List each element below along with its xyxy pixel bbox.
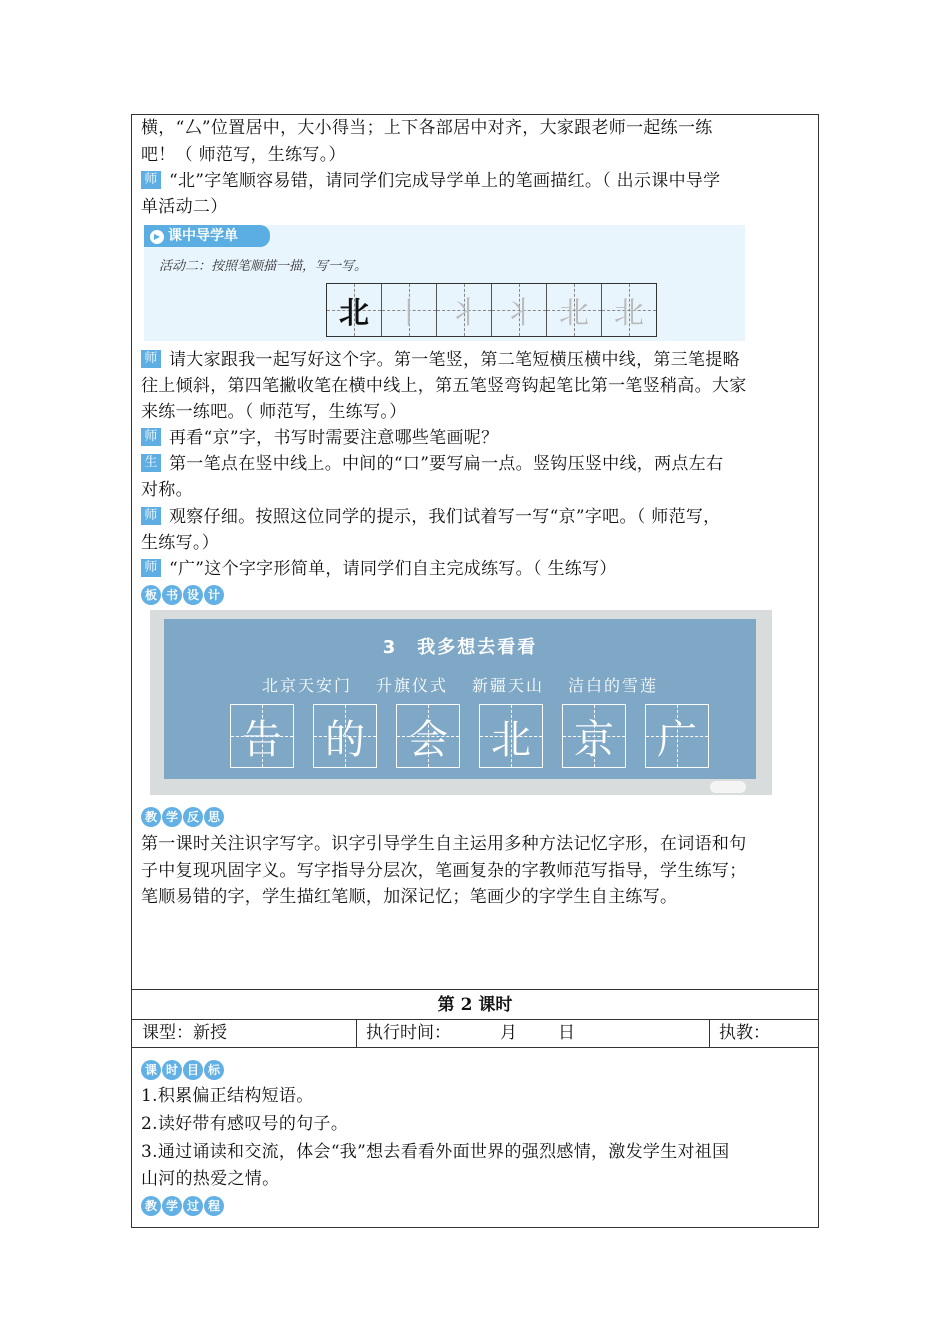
board-word: 洁白的雪莲 [568,676,659,695]
lesson-type: 课型：新授 [142,1023,227,1043]
text-line: 横，“厶”位置居中，大小得当；上下各部居中对齐，大家跟老师一起练一练 [141,118,713,138]
board-char-cell: 广 [645,704,709,768]
teacher-line [141,168,810,194]
text-line: 来练一练吧。（ 师范写，生练写。） [141,402,407,422]
board-char-cell: 告 [230,704,294,768]
activity-header-label: 课中导学单 [168,228,238,244]
goal-item: 2.读好带有感叹号的句子。 [141,1114,349,1134]
teacher-tag: 师 [141,171,161,189]
teacher-tag: 师 [141,559,161,577]
row-divider [132,1019,818,1020]
teacher-line [141,556,810,582]
teacher-tag: 师 [141,350,161,368]
goal-item: 1.积累偏正结构短语。 [141,1086,314,1106]
blackboard-image [150,610,772,795]
grid-cell: 北 [602,284,656,336]
col-divider [356,1019,357,1047]
teacher-line [141,504,810,530]
grid-cell: 丬 [437,284,492,336]
chalk-icon [710,781,746,793]
teacher-text: 再看“京”字，书写时需要注意哪些笔画呢？ [169,428,499,448]
board-char-cell: 的 [313,704,377,768]
teacher-tag: 师 [141,428,161,446]
text-line: 吧！（ 师范写，生练写。） [141,145,346,165]
reflection-text: 笔顺易错的字，学生描红笔顺，加深记忆；笔画少的字学生自主练写。 [141,887,678,907]
board-character-grid [230,704,709,768]
grid-cell: 北 [327,284,382,336]
teacher-label: 执教： [719,1023,770,1043]
grid-cell: 丨 [382,284,437,336]
row-divider [132,1047,818,1048]
col-divider [709,1019,710,1047]
teacher-text: “广”这个字字形简单，请同学们自主完成练写。（ 生练写） [169,559,617,579]
month-label: 月 [500,1023,517,1043]
day-label: 日 [558,1023,575,1043]
student-text: 第一笔点在竖中线上。中间的“口”要写扁一点。竖钩压竖中线，两点左右 [169,454,724,474]
reflection-text: 第一课时关注识字写字。识字引导学生自主运用多种方法记忆字形，在词语和句 [141,834,747,854]
play-icon: ▶ [150,230,164,244]
board-word: 新疆天山 [472,676,545,695]
board-char-cell: 会 [396,704,460,768]
process-heading: 教 学 过 程 [141,1196,224,1216]
teacher-line [141,347,810,373]
activity-card [144,225,745,341]
board-title: 3 我多想去看看 [382,637,538,658]
board-char-cell: 北 [479,704,543,768]
student-tag: 生 [141,454,161,472]
teacher-tag: 师 [141,507,161,525]
grid-cell: 丬 [492,284,547,336]
board-char-cell: 京 [562,704,626,768]
student-line [141,451,810,477]
goal-item: 3.通过诵读和交流，体会“我”想去看看外面世界的强烈感情，激发学生对祖国 [141,1142,730,1162]
reflection-text: 子中复现巩固字义。写字指导分层次，笔画复杂的字教师范写指导，学生练写； [141,861,747,881]
blackboard [164,619,756,779]
text-line: 对称。 [141,480,193,500]
board-design-heading: 板 书 设 计 [141,585,224,605]
teacher-text: “北”字笔顺容易错，请同学们完成导学单上的笔画描红。（ 出示课中导学 [169,171,721,191]
stroke-order-grid [326,283,657,337]
board-words [164,673,756,696]
teacher-text: 请大家跟我一起写好这个字。第一笔竖，第二笔短横压横中线，第三笔提略 [169,350,740,370]
time-label: 执行时间： [366,1023,451,1043]
activity-instruction: 活动二：按照笔顺描一描，写一写。 [159,259,368,274]
text-line: 生练写。） [141,533,219,553]
board-word: 北京天安门 [261,676,352,695]
activity-header [144,225,270,247]
text-line: 往上倾斜，第四笔撇收笔在横中线上，第五笔竖弯钩起笔比第一笔竖稍高。大家 [141,376,747,396]
board-word: 升旗仪式 [375,676,448,695]
reflection-heading: 教 学 反 思 [141,807,224,827]
text-line: 单活动二） [141,197,228,217]
goal-item: 山河的热爱之情。 [141,1169,280,1189]
lesson-title: 第 2 课时 [437,995,513,1015]
teacher-text: 观察仔细。按照这位同学的提示，我们试着写一写“京”字吧。（ 师范写， [169,507,721,527]
grid-cell: 北 [547,284,602,336]
teacher-line [141,425,810,451]
goals-heading: 课 时 目 标 [141,1060,224,1080]
lesson-plan-table [131,114,819,1228]
